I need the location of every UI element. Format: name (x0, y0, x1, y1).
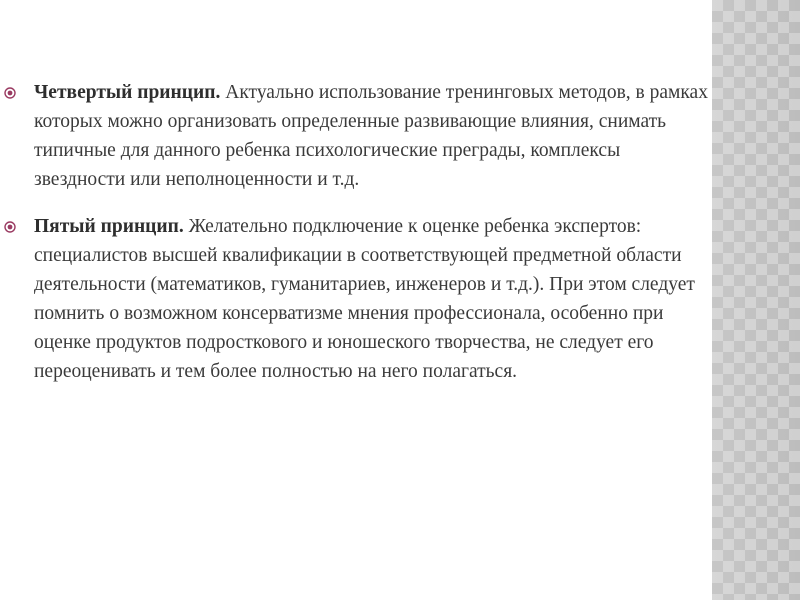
bullet-item-fourth-principle (0, 78, 710, 194)
bullet-item-fifth-principle (0, 212, 710, 386)
circle-bullet-icon (4, 221, 16, 233)
circle-bullet-icon (4, 87, 16, 99)
bullet-text: Желательно подключение к оценке ребенка экспертов: специалистов высшей квалификации в соответствующей предметной области деятельности (математиков, гуманитариев, инженеров и т.д.). При этом следует помнить о возможном консерватизме мнения профессионала, особенно при оценке продуктов подросткового и юношеского творчества, не следует его переоценивать и тем более полностью на него полагаться. (34, 216, 695, 382)
bullet-heading: Пятый принцип. (34, 216, 184, 237)
slide-content (0, 78, 710, 404)
side-pattern-overlay (712, 0, 800, 600)
bullet-text: Актуально использование тренинговых методов, в рамках которых можно организовать определенные развивающие влияния, снимать типичные для данного ребенка психологические преграды, комплексы звездности или неполноценности и т.д. (34, 82, 708, 190)
bullet-heading: Четвертый принцип. (34, 82, 221, 103)
